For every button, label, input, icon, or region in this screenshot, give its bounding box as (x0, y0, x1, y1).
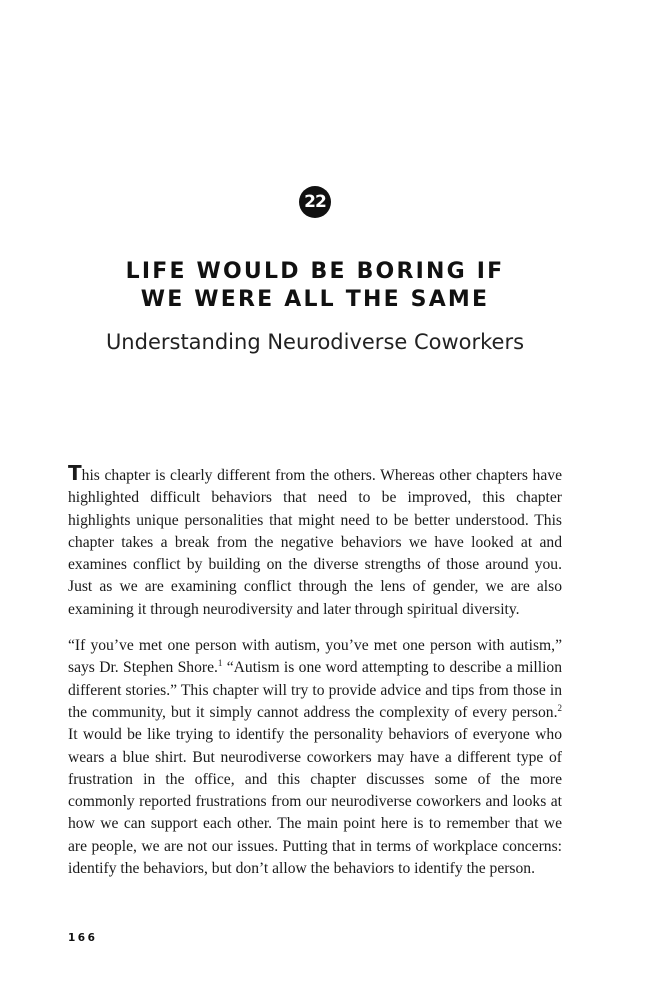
footnote-ref-2[interactable]: 2 (557, 702, 562, 713)
chapter-title (0, 258, 630, 314)
chapter-title-line-2: WE WERE ALL THE SAME (140, 287, 490, 312)
chapter-title-line-1: LIFE WOULD BE BORING IF (125, 259, 505, 284)
paragraph-1 (68, 461, 562, 621)
paragraph-2-text-b: “Autism is one word attempting to describe a million different stories.” This chapter will try to provide advice and tips from those in the community, but it simply cannot address the complexity of every person. (68, 659, 563, 721)
chapter-subtitle: Understanding Neurodiverse Coworkers (105, 330, 525, 354)
paragraph-2-text-a: “If you’ve met one person with autism, you’ve met one person with autism,” says Dr. Stephen Shore. (68, 637, 562, 677)
drop-cap: T (68, 461, 82, 485)
paragraph-1-text: his chapter is clearly different from the others. Whereas other chapters have highlighted difficult behaviors that need to be improved, this chapter highlights unique personalities that might need to be better understood. This chapter takes a break from the negative behaviors we have looked at and examines conflict by building on the diverse strengths of those around you. Just as we are examining conflict through the lens of gender, we are also examining it through neurodiversity and later through spiritual diversity. (68, 467, 562, 618)
chapter-number-badge: 22 (299, 186, 331, 218)
body-text (68, 461, 563, 880)
paragraph-2 (68, 635, 562, 880)
footnote-ref-1[interactable]: 1 (217, 658, 223, 669)
paragraph-2-text-c: It would be like trying to identify the personality behaviors of everyone who wears a blue shirt. But neurodiverse coworkers may have a different type of frustration in the office, and this chapter discusses some of the more commonly reported frustrations from our neurodiverse coworkers and looks at how we can support each other. The main point here is to remember that we are people, we are not our issues. Putting that in terms of workplace concerns: identify the behaviors, but don’t allow the behaviors to identify the person. (68, 726, 562, 878)
page-number: 166 (68, 932, 98, 944)
